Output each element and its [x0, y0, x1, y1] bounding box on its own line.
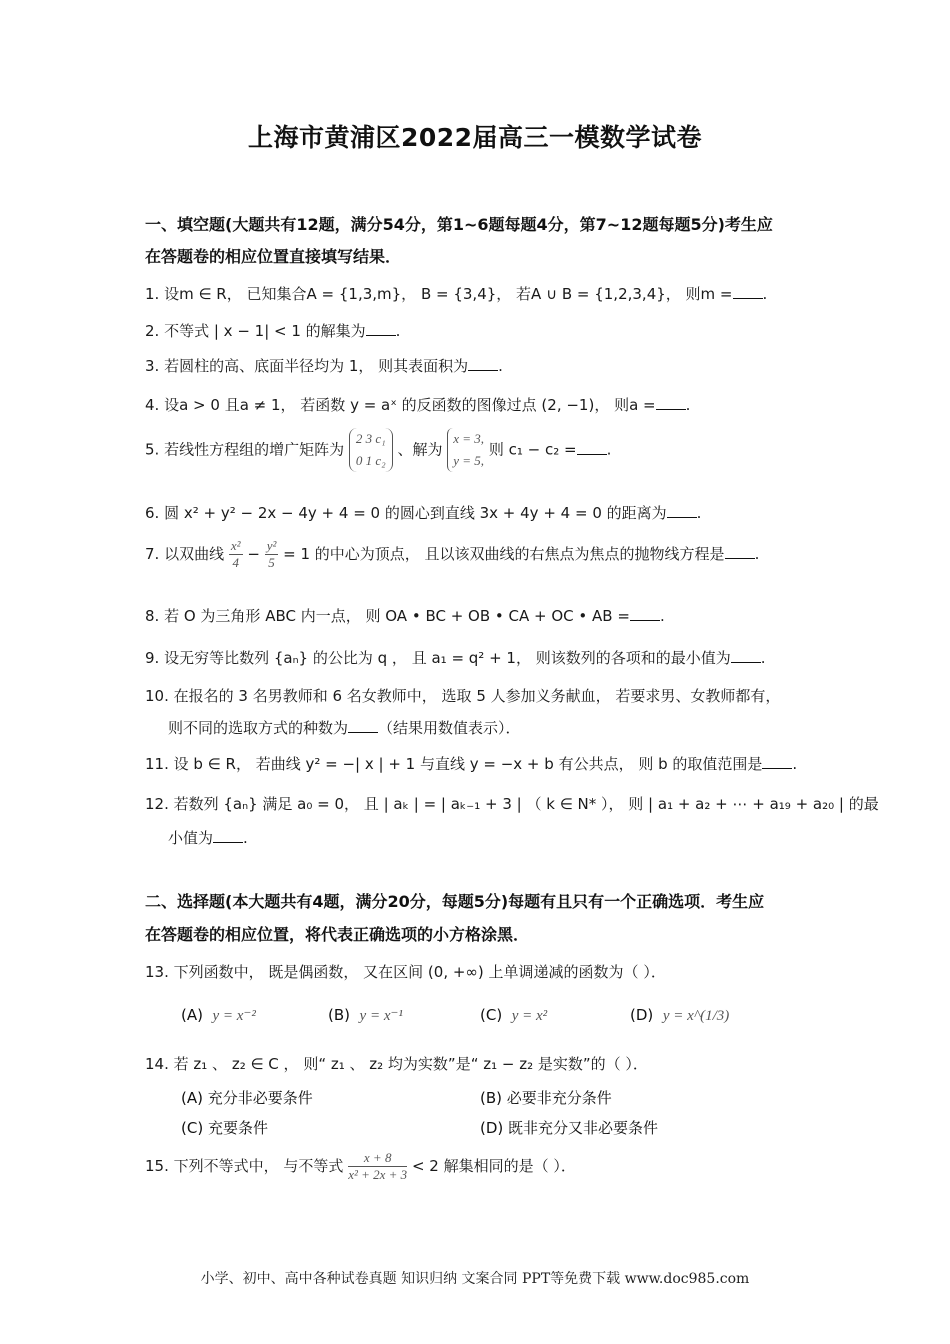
section-2-heading-line-1: 二、选择题(本大题共有4题，满分20分，每题5分)每题有且只有一个正确选项．考生应 — [145, 892, 765, 911]
matrix-row-2: 0 1 c₂ — [355, 453, 386, 468]
question-10-line-2: 则不同的选取方式的种数为 （结果用数值表示）． — [168, 719, 521, 737]
question-1-text: 1. 设m ∈ R， 已知集合A = {1,3,m}， B = {3,4}， 若A ∪ B = {1,2,3,4}， 则m = — [145, 285, 733, 303]
question-12-line-1: 12. 若数列 {aₙ} 满足 a₀ = 0， 且 | aₖ | = | aₖ₋₁ + 3 | （ k ∈ N* ）， 则 | a₁ + a₂ + ⋯ + a₁₉ + a₂₀ | 的最 — [145, 795, 879, 813]
fraction-y2-over-5: $\frac{\text{y²}}{5}$ — [266, 538, 277, 570]
fraction-inequality: $\frac{x + 8}{\text{x² + 2x + 3}}$ — [348, 1150, 408, 1182]
question-3-text: 3. 若圆柱的高、底面半径均为 1， 则其表面积为 — [145, 357, 469, 375]
question-8-text: 8. 若 O 为三角形 ABC 内一点， 则 OA • BC + OB • CA + OC • AB = — [145, 607, 630, 625]
question-1: 1. 设m ∈ R， 已知集合A = {1,3,m}， B = {3,4}， 若A ∪ B = {1,2,3,4}， 则m = . — [145, 285, 768, 303]
question-12-line-2: 小值为 . — [168, 829, 248, 847]
question-15 — [145, 1150, 576, 1183]
system-row-1: x = 3, — [453, 431, 485, 446]
question-11-text: 11. 设 b ∈ R， 若曲线 y² = −| x | + 1 与直线 y = −x + b 有公共点， 则 b 的取值范围是 — [145, 755, 763, 773]
question-14: 14. 若 z₁ 、 z₂ ∈ C ， 则“ z₁ 、 z₂ 均为实数”是“ z₁ − z₂ 是实数”的（ ）． — [145, 1055, 648, 1073]
question-9-text: 9. 设无穷等比数列 {aₙ} 的公比为 q ， 且 a₁ = q² + 1， 则该数列的各项和的最小值为 — [145, 649, 731, 667]
minus-sign: − — [247, 545, 260, 563]
section-1-heading-line-2: 在答题卷的相应位置直接填写结果． — [145, 247, 402, 266]
question-2-text: 2. 不等式 | x − 1| < 1 的解集为 — [145, 322, 366, 340]
question-5-mid: 、解为 — [397, 440, 443, 459]
question-5: 5. 若线性方程组的增广矩阵为 2 3 c₁ 0 1 c₂ 、解为 x = 3, y = 5, 则 c₁ − c₂ = . — [145, 428, 611, 472]
solution-system — [447, 428, 484, 472]
question-13: 13. 下列函数中， 既是偶函数， 又在区间 (0, +∞) 上单调递减的函数为（ ）． — [145, 963, 666, 981]
question-6: 6. 圆 x² + y² − 2x − 4y + 4 = 0 的圆心到直线 3x + 4y + 4 = 0 的距离为 . — [145, 504, 702, 522]
question-5-pre: 5. 若线性方程组的增广矩阵为 — [145, 440, 345, 459]
question-15-post: < 2 解集相同的是（ ）． — [411, 1157, 576, 1175]
question-7-pre: 7. 以双曲线 — [145, 545, 225, 563]
question-2: 2. 不等式 | x − 1| < 1 的解集为 . — [145, 322, 401, 340]
section-2-heading-line-2: 在答题卷的相应位置，将代表正确选项的小方格涂黑． — [145, 925, 530, 944]
footer-watermark: 小学、初中、高中各种试卷真题 知识归纳 文案合同 PPT等免费下载 www.doc985.com — [200, 1271, 750, 1287]
question-3: 3. 若圆柱的高、底面半径均为 1， 则其表面积为 . — [145, 357, 503, 375]
augmented-matrix — [349, 428, 393, 472]
q14-option-d[interactable]: (D) 既非充分又非必要条件 — [480, 1119, 659, 1137]
question-4: 4. 设a > 0 且a ≠ 1， 若函数 y = aˣ 的反函数的图像过点 (2, −1)， 则a = . — [145, 396, 691, 414]
section-1-heading-line-1: 一、填空题(大题共有12题，满分54分，第1~6题每题4分，第7~12题每题5分)考生应 — [145, 215, 773, 234]
page-title: 上海市黄浦区2022届高三一模数学试卷 — [247, 123, 703, 152]
question-10-line-1: 10. 在报名的 3 名男教师和 6 名女教师中， 选取 5 人参加义务献血， 若要求男、女教师都有， — [145, 687, 781, 705]
fraction-x2-over-4: $\frac{\text{x²}}{4}$ — [230, 538, 241, 570]
system-row-2: y = 5, — [453, 453, 485, 468]
question-11: 11. 设 b ∈ R， 若曲线 y² = −| x | + 1 与直线 y = −x + b 有公共点， 则 b 的取值范围是 . — [145, 755, 798, 773]
question-6-text: 6. 圆 x² + y² − 2x − 4y + 4 = 0 的圆心到直线 3x + 4y + 4 = 0 的距离为 — [145, 504, 667, 522]
question-8: 8. 若 O 为三角形 ABC 内一点， 则 OA • BC + OB • CA + OC • AB = . — [145, 607, 665, 625]
question-7-post: = 1 的中心为顶点， 且以该双曲线的右焦点为焦点的抛物线方程是 — [283, 545, 725, 563]
q14-option-c[interactable]: (C) 充要条件 — [181, 1119, 268, 1137]
q13-option-c[interactable]: (C) y = x² — [480, 1006, 548, 1024]
question-9: 9. 设无穷等比数列 {aₙ} 的公比为 q ， 且 a₁ = q² + 1， 则该数列的各项和的最小值为 . — [145, 649, 766, 667]
question-5-post: 则 c₁ − c₂ = — [488, 440, 577, 459]
question-15-pre: 15. 下列不等式中， 与不等式 — [145, 1157, 344, 1175]
q13-option-d[interactable]: (D) y = x^(1/3) — [630, 1006, 730, 1024]
q14-option-a[interactable]: (A) 充分非必要条件 — [181, 1089, 313, 1107]
q13-option-b[interactable]: (B) y = x⁻¹ — [328, 1006, 403, 1024]
question-7: 7. 以双曲线 $\frac{\text{x²}}{4}$ − $\frac{\text{y²}}{5}$ = 1 的中心为顶点， 且以该双曲线的右焦点为焦点的抛物线方程是 . — [145, 538, 760, 570]
matrix-row-1: 2 3 c₁ — [355, 431, 386, 446]
q14-option-b[interactable]: (B) 必要非充分条件 — [480, 1089, 612, 1107]
q13-option-a[interactable]: (A) y = x⁻² — [181, 1006, 256, 1024]
question-4-text: 4. 设a > 0 且a ≠ 1， 若函数 y = aˣ 的反函数的图像过点 (2, −1)， 则a = — [145, 396, 656, 414]
